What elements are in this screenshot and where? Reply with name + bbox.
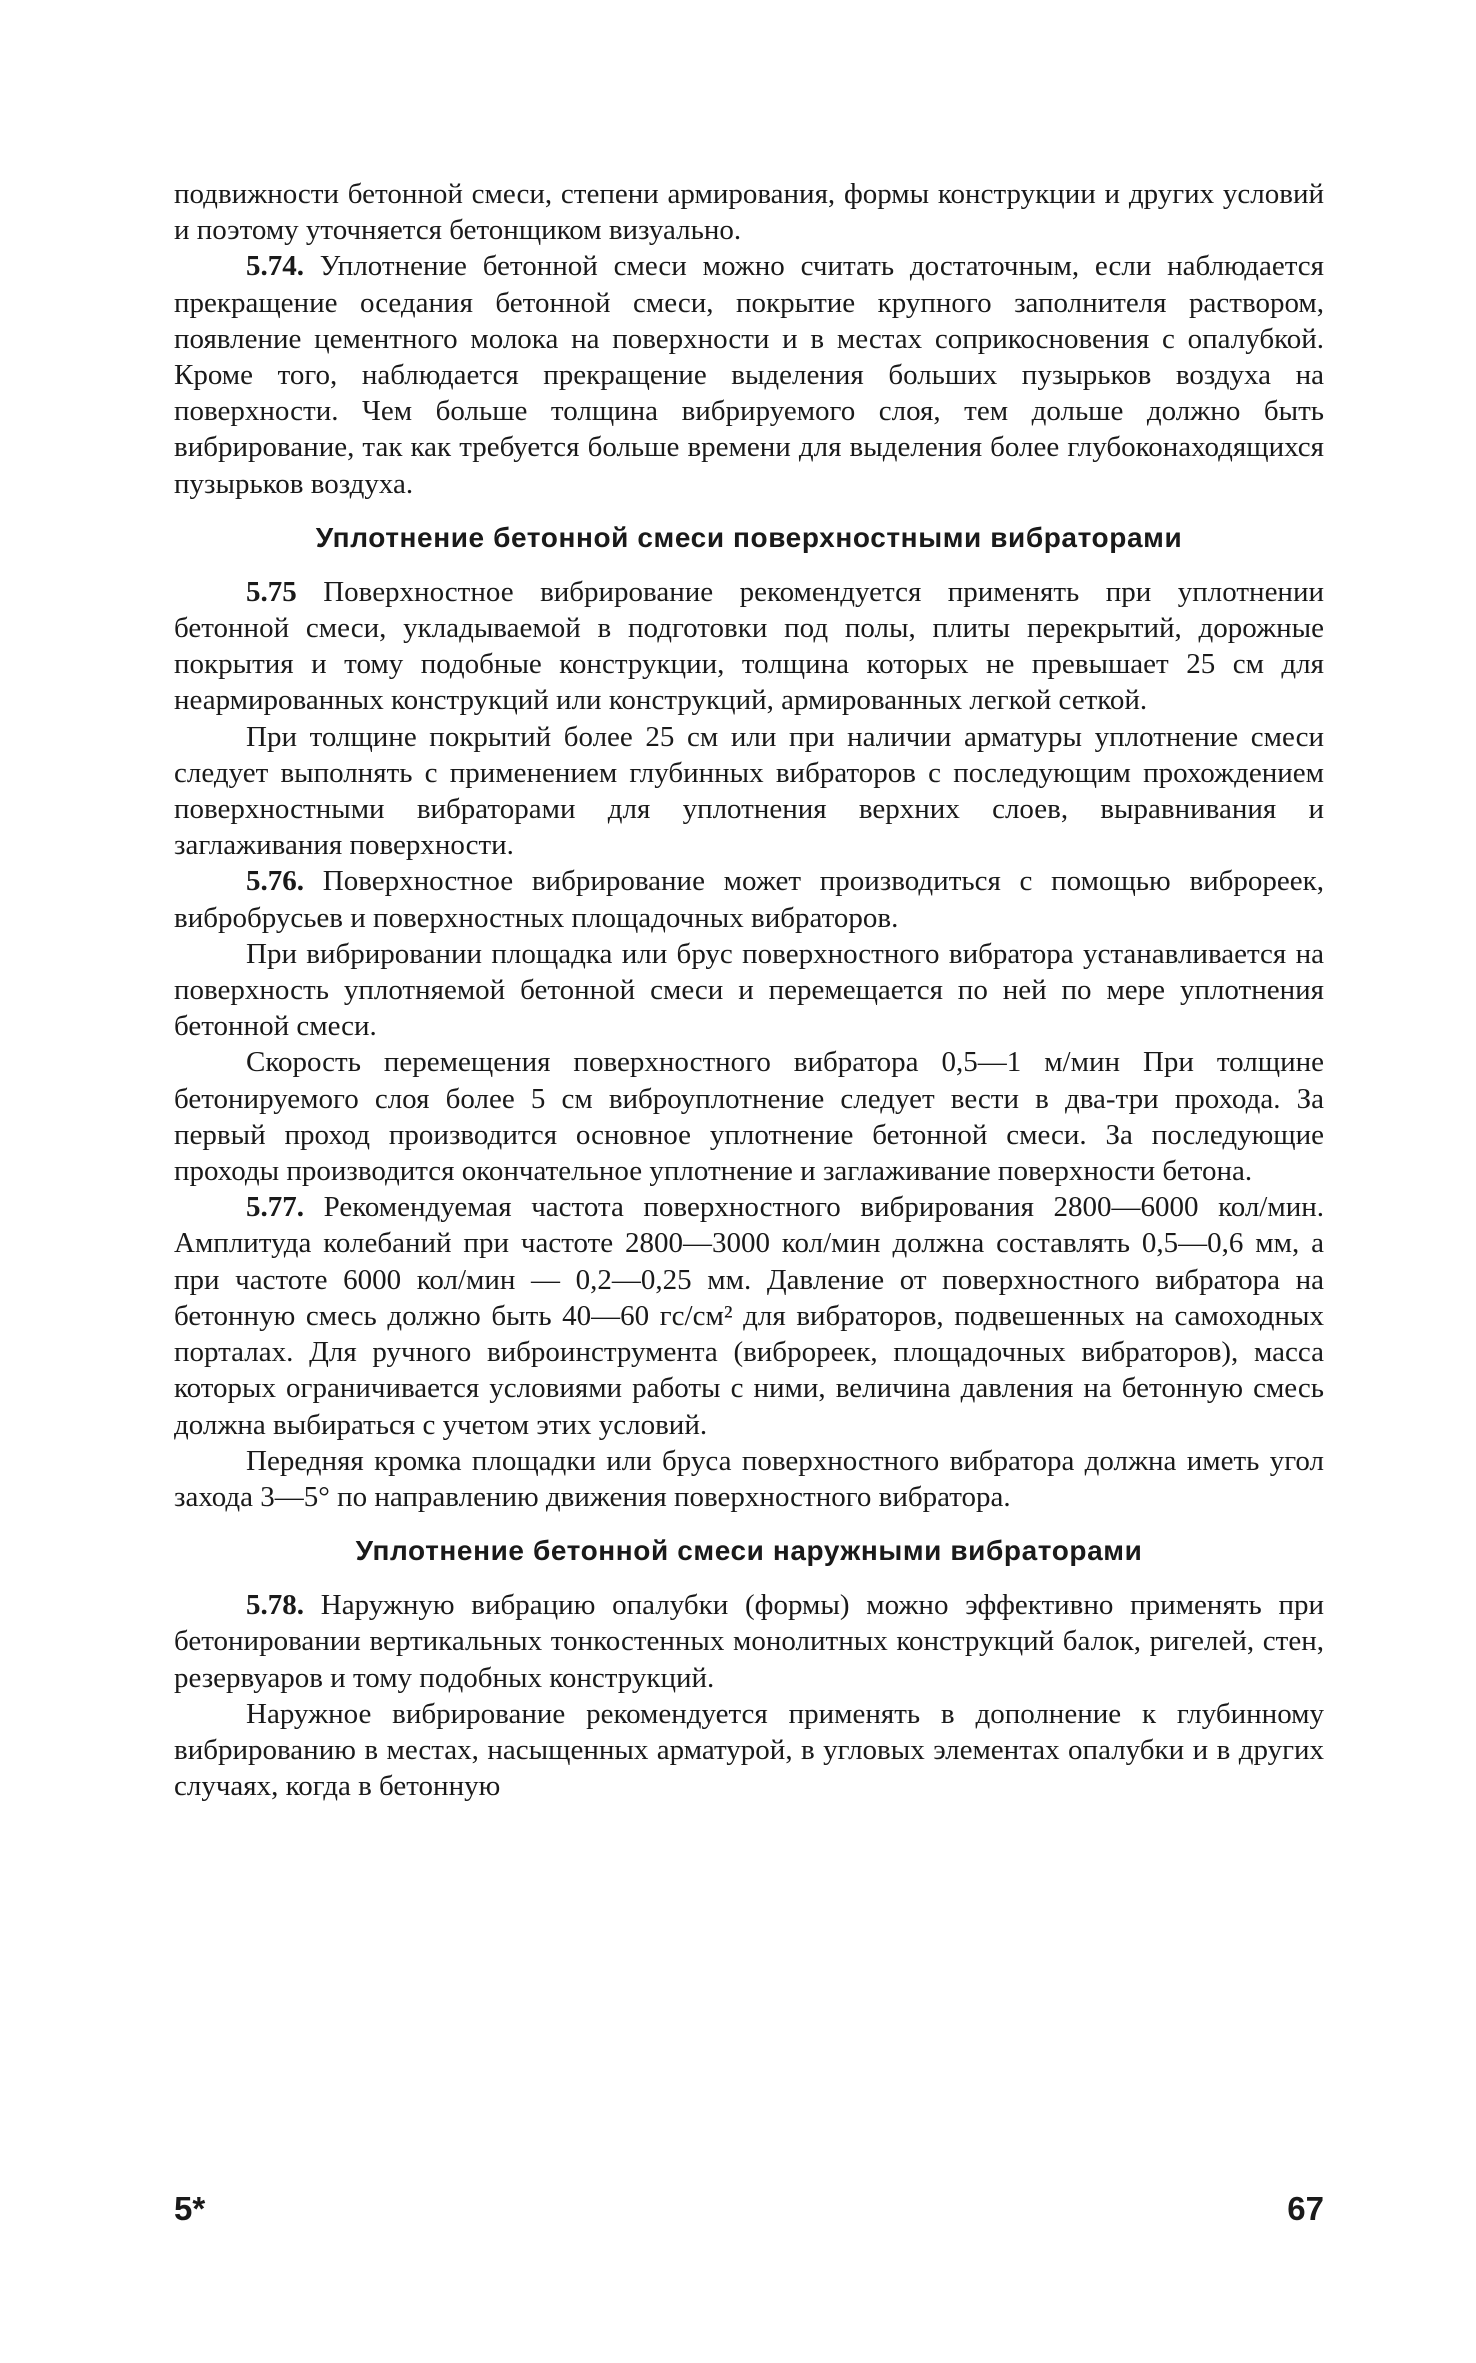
paragraph-text: Скорость перемещения поверхностного вибратора 0,5—1 м/мин При толщине бетонируемого слоя более 5 см виброуплотнение следует вести в два-три прохода. За первый проход производится основное уплотнение бетонной смеси. За последующие проходы производится окончательное уплотнение и заглаживание поверхности бетона. bbox=[174, 1046, 1324, 1188]
clause-number: 5.77. bbox=[246, 1191, 304, 1224]
paragraph-text: Уплотнение бетонной смеси можно считать достаточным, если наблюдается прекращение оседания бетонной смеси, покрытие крупного заполнителя раствором, появление цементного молока на поверхности и в местах соприкосновения с опалубкой. Кроме того, наблюдается прекращение выделения больших пузырьков воздуха на поверхности. Чем больше толщина вибрируемого слоя, тем дольше должно быть вибрирование, так как требуется больше времени для выделения более глубоконаходящихся пузырьков воздуха. bbox=[174, 250, 1324, 500]
section-heading-surface-vibrators: Уплотнение бетонной смеси поверхностными вибраторами bbox=[315, 521, 1183, 553]
paragraph-text: Наружную вибрацию опалубки (формы) можно эффективно применять при бетонировании вертикальных тонкостенных монолитных конструкций балок, ригелей, стен, резервуаров и тому подобных конструкций. bbox=[174, 1589, 1324, 1694]
paragraph-text: При толщине покрытий более 25 см или при наличии арматуры уплотнение смеси следует выполнять с применением глубинных вибраторов с последующим прохождением поверхностными вибраторами для уплотнения верхних слоев, выравнивания и заглаживания поверхности. bbox=[174, 720, 1324, 862]
paragraph-text: Наружное вибрирование рекомендуется применять в дополнение к глубинному вибрированию в местах, насыщенных арматурой, в угловых элементах опалубки и в других случаях, когда в бетонную bbox=[174, 1697, 1324, 1803]
paragraph-5-77 bbox=[174, 1189, 1324, 1442]
paragraph bbox=[174, 936, 1324, 1045]
paragraph bbox=[174, 1696, 1324, 1805]
clause-number: 5.78. bbox=[246, 1589, 304, 1622]
clause-number: 5.75 bbox=[246, 575, 297, 608]
paragraph bbox=[174, 1044, 1324, 1189]
paragraph-text: подвижности бетонной смеси, степени армирования, формы конструкции и других условий и поэтому уточняется бетонщиком визуально. bbox=[174, 178, 1324, 247]
paragraph-text: Поверхностное вибрирование рекомендуется применять при уплотнении бетонной смеси, укладываемой в подготовки под полы, плиты перекрытий, дорожные покрытия и тому подобные конструкции, толщина которых не превышает 25 см для неармированных конструкций или конструкций, армированных легкой сеткой. bbox=[174, 575, 1324, 717]
clause-number: 5.76. bbox=[246, 865, 304, 898]
page-body bbox=[174, 176, 1324, 1804]
paragraph-5-75 bbox=[174, 574, 1324, 719]
page-number: 67 bbox=[1287, 2190, 1324, 2227]
signature-mark: 5* bbox=[174, 2190, 206, 2227]
paragraph-text: При вибрировании площадка или брус поверхностного вибратора устанавливается на поверхность уплотняемой бетонной смеси и перемещается по ней по мере уплотнения бетонной смеси. bbox=[174, 937, 1324, 1043]
section-heading-external-vibrators: Уплотнение бетонной смеси наружными вибраторами bbox=[355, 1535, 1143, 1567]
paragraph-5-74 bbox=[174, 248, 1324, 501]
clause-number: 5.74. bbox=[246, 250, 304, 283]
page-footer bbox=[174, 2190, 1324, 2234]
paragraph bbox=[174, 1443, 1324, 1515]
paragraph-5-76 bbox=[174, 863, 1324, 935]
paragraph-text: Рекомендуемая частота поверхностного вибрирования 2800—6000 кол/мин. Амплитуда колебаний при частоте 2800—3000 кол/мин должна составлять 0,5—0,6 мм, а при частоте 6000 кол/мин — 0,2—0,25 мм. Давление от поверхностного вибратора на бетонную смесь должно быть 40—60 гс/см² для вибраторов, подвешенных на самоходных порталах. Для ручного виброинструмента (виброреек, площадочных вибраторов), масса которых ограничивается условиями работы с ними, величина давления на бетонную смесь должна выбираться с учетом этих условий. bbox=[174, 1191, 1324, 1441]
paragraph-text: Поверхностное вибрирование может производиться с помощью виброреек, вибробрусьев и поверхностных площадочных вибраторов. bbox=[174, 865, 1324, 934]
paragraph-continuation bbox=[174, 176, 1324, 248]
paragraph-text: Передняя кромка площадки или бруса поверхностного вибратора должна иметь угол захода 3—5° по направлению движения поверхностного вибратора. bbox=[174, 1444, 1324, 1513]
paragraph bbox=[174, 719, 1324, 864]
paragraph-5-78 bbox=[174, 1587, 1324, 1696]
